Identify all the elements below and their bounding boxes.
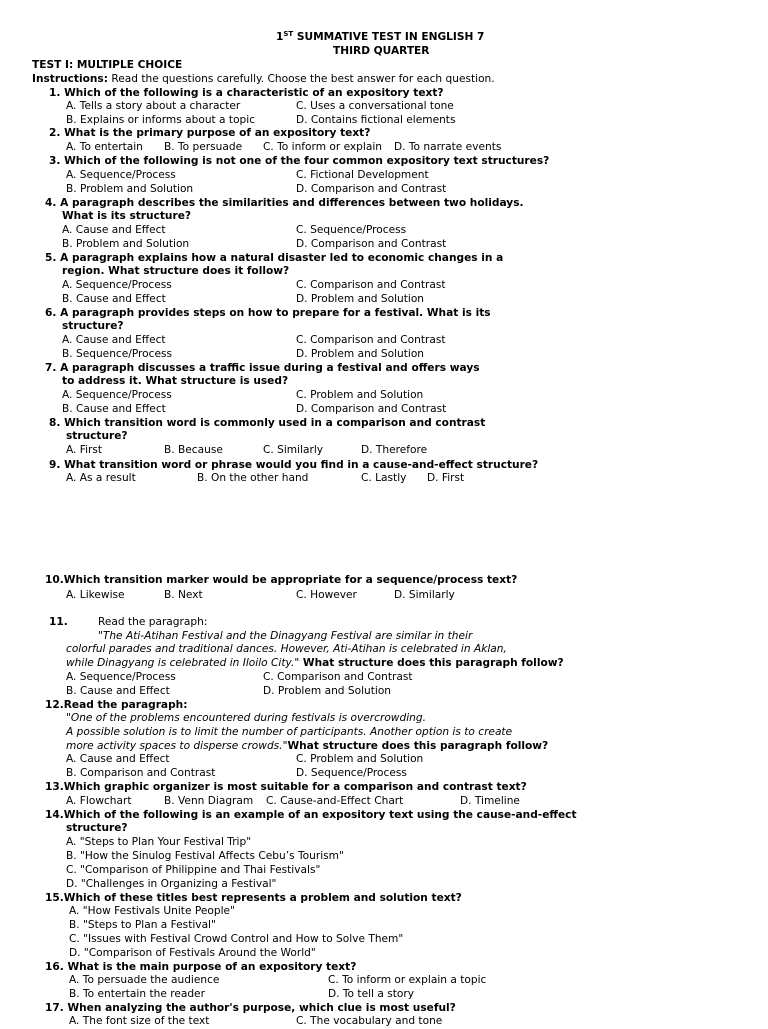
question-4: 4. A paragraph describes the similarities and differences between two holidays. <box>45 197 524 209</box>
question-5: 5. A paragraph explains how a natural disaster led to economic changes in a <box>45 252 504 264</box>
q6-option-c: C. Comparison and Contrast <box>296 334 446 346</box>
q11-paragraph-line-2: colorful parades and traditional dances. However, Ati-Atihan is celebrated in Aklan, <box>66 643 507 655</box>
question-3: 3. Which of the following is not one of the four common expository text structures? <box>49 155 550 167</box>
q2-option-c: C. To inform or explain <box>263 141 382 153</box>
q15-option-b: B. "Steps to Plan a Festival" <box>69 919 216 931</box>
q8-option-a: A. First <box>66 444 103 456</box>
q5-option-c: C. Comparison and Contrast <box>296 279 446 291</box>
q2-option-b: B. To persuade <box>164 141 243 153</box>
q2-option-d: D. To narrate events <box>394 141 502 153</box>
q15-option-c: C. "Issues with Festival Crowd Control and How to Solve Them" <box>69 933 404 945</box>
q14-option-d: D. "Challenges in Organizing a Festival" <box>66 878 277 890</box>
document-subtitle: THIRD QUARTER <box>333 45 430 57</box>
q15-option-d: D. "Comparison of Festivals Around the World" <box>69 947 316 959</box>
q12-option-b: B. Comparison and Contrast <box>66 767 216 779</box>
q17-option-a: A. The font size of the text <box>69 1015 210 1027</box>
q4-option-b: B. Problem and Solution <box>62 238 190 250</box>
q4-option-a: A. Cause and Effect <box>62 224 166 236</box>
q1-option-b: B. Explains or informs about a topic <box>66 114 256 126</box>
q9-option-b: B. On the other hand <box>197 472 309 484</box>
q3-option-b: B. Problem and Solution <box>66 183 194 195</box>
q3-option-a: A. Sequence/Process <box>66 169 176 181</box>
q11-option-d: D. Problem and Solution <box>263 685 392 697</box>
q16-option-a: A. To persuade the audience <box>69 974 220 986</box>
q11-paragraph-line-3: while Dinagyang is celebrated in Iloilo City." What structure does this paragraph follow? <box>66 657 564 669</box>
q13-option-d: D. Timeline <box>460 795 520 807</box>
q3-option-c: C. Fictional Development <box>296 169 429 181</box>
q13-option-b: B. Venn Diagram <box>164 795 254 807</box>
q11-paragraph-line-1: "The Ati-Atihan Festival and the Dinagyang Festival are similar in their <box>98 630 473 642</box>
q12-paragraph-line-3: more activity spaces to disperse crowds."What structure does this paragraph follow? <box>66 740 549 752</box>
q4-option-c: C. Sequence/Process <box>296 224 407 236</box>
q5-option-b: B. Cause and Effect <box>62 293 166 305</box>
q10-option-d: D. Similarly <box>394 589 455 601</box>
q15-option-a: A. "How Festivals Unite People" <box>69 905 235 917</box>
question-9: 9. What transition word or phrase would you find in a cause-and-effect structure? <box>49 459 539 471</box>
question-6-cont: structure? <box>62 320 124 332</box>
q5-option-d: D. Problem and Solution <box>296 293 425 305</box>
document-title: 1ST SUMMATIVE TEST IN ENGLISH 7 <box>276 30 485 43</box>
instructions: Instructions: Read the questions carefully. Choose the best answer for each question. <box>32 73 495 85</box>
q16-option-b: B. To entertain the reader <box>69 988 205 1000</box>
question-11-lead: Read the paragraph: <box>98 616 208 628</box>
question-7: 7. A paragraph discusses a traffic issue during a festival and offers ways <box>45 362 480 374</box>
question-16: 16. What is the main purpose of an expository text? <box>45 961 357 973</box>
q10-option-a: A. Likewise <box>66 589 125 601</box>
q3-option-d: D. Comparison and Contrast <box>296 183 447 195</box>
q1-option-d: D. Contains fictional elements <box>296 114 456 126</box>
q1-option-a: A. Tells a story about a character <box>66 100 241 112</box>
test-heading: TEST I: MULTIPLE CHOICE <box>32 59 183 71</box>
q7-option-c: C. Problem and Solution <box>296 389 424 401</box>
q12-paragraph-line-1: "One of the problems encountered during festivals is overcrowding. <box>66 712 426 724</box>
q7-option-a: A. Sequence/Process <box>62 389 172 401</box>
q17-option-c: C. The vocabulary and tone <box>296 1015 443 1027</box>
q6-option-a: A. Cause and Effect <box>62 334 166 346</box>
q11-option-c: C. Comparison and Contrast <box>263 671 413 683</box>
question-11-number: 11. <box>49 616 68 628</box>
q9-option-c: C. Lastly <box>361 472 407 484</box>
q6-option-b: B. Sequence/Process <box>62 348 173 360</box>
q11-option-b: B. Cause and Effect <box>66 685 170 697</box>
question-8-cont: structure? <box>66 430 128 442</box>
q2-option-a: A. To entertain <box>66 141 143 153</box>
q16-option-c: C. To inform or explain a topic <box>328 974 487 986</box>
question-10: 10.Which transition marker would be appropriate for a sequence/process text? <box>45 574 518 586</box>
q10-option-b: B. Next <box>164 589 203 601</box>
question-8: 8. Which transition word is commonly used in a comparison and contrast <box>49 417 486 429</box>
q11-option-a: A. Sequence/Process <box>66 671 176 683</box>
question-6: 6. A paragraph provides steps on how to prepare for a festival. What is its <box>45 307 491 319</box>
q7-option-d: D. Comparison and Contrast <box>296 403 447 415</box>
q12-option-d: D. Sequence/Process <box>296 767 407 779</box>
question-15: 15.Which of these titles best represents a problem and solution text? <box>45 892 462 904</box>
question-14-cont: structure? <box>66 822 128 834</box>
q12-option-c: C. Problem and Solution <box>296 753 424 765</box>
q8-option-c: C. Similarly <box>263 444 324 456</box>
q9-option-a: A. As a result <box>66 472 136 484</box>
q12-option-a: A. Cause and Effect <box>66 753 170 765</box>
q14-option-c: C. "Comparison of Philippine and Thai Festivals" <box>66 864 321 876</box>
question-14: 14.Which of the following is an example of an expository text using the cause-and-effect <box>45 809 577 821</box>
q9-option-d: D. First <box>427 472 465 484</box>
q16-option-d: D. To tell a story <box>328 988 414 1000</box>
q13-option-a: A. Flowchart <box>66 795 132 807</box>
q4-option-d: D. Comparison and Contrast <box>296 238 447 250</box>
q6-option-d: D. Problem and Solution <box>296 348 425 360</box>
question-4-cont: What is its structure? <box>62 210 192 222</box>
question-2: 2. What is the primary purpose of an expository text? <box>49 127 371 139</box>
q10-option-c: C. However <box>296 589 357 601</box>
question-13: 13.Which graphic organizer is most suitable for a comparison and contrast text? <box>45 781 527 793</box>
q12-paragraph-line-2: A possible solution is to limit the number of participants. Another option is to create <box>66 726 513 738</box>
question-1: 1. Which of the following is a characteristic of an expository text? <box>49 87 444 99</box>
q14-option-a: A. "Steps to Plan Your Festival Trip" <box>66 836 252 848</box>
q14-option-b: B. "How the Sinulog Festival Affects Cebu’s Tourism" <box>66 850 344 862</box>
q1-option-c: C. Uses a conversational tone <box>296 100 454 112</box>
q8-option-d: D. Therefore <box>361 444 428 456</box>
question-12: 12.Read the paragraph: <box>45 699 188 711</box>
question-7-cont: to address it. What structure is used? <box>62 375 289 387</box>
question-5-cont: region. What structure does it follow? <box>62 265 290 277</box>
q5-option-a: A. Sequence/Process <box>62 279 172 291</box>
question-17: 17. When analyzing the author's purpose, which clue is most useful? <box>45 1002 456 1014</box>
q8-option-b: B. Because <box>164 444 223 456</box>
q13-option-c: C. Cause-and-Effect Chart <box>266 795 404 807</box>
q7-option-b: B. Cause and Effect <box>62 403 166 415</box>
